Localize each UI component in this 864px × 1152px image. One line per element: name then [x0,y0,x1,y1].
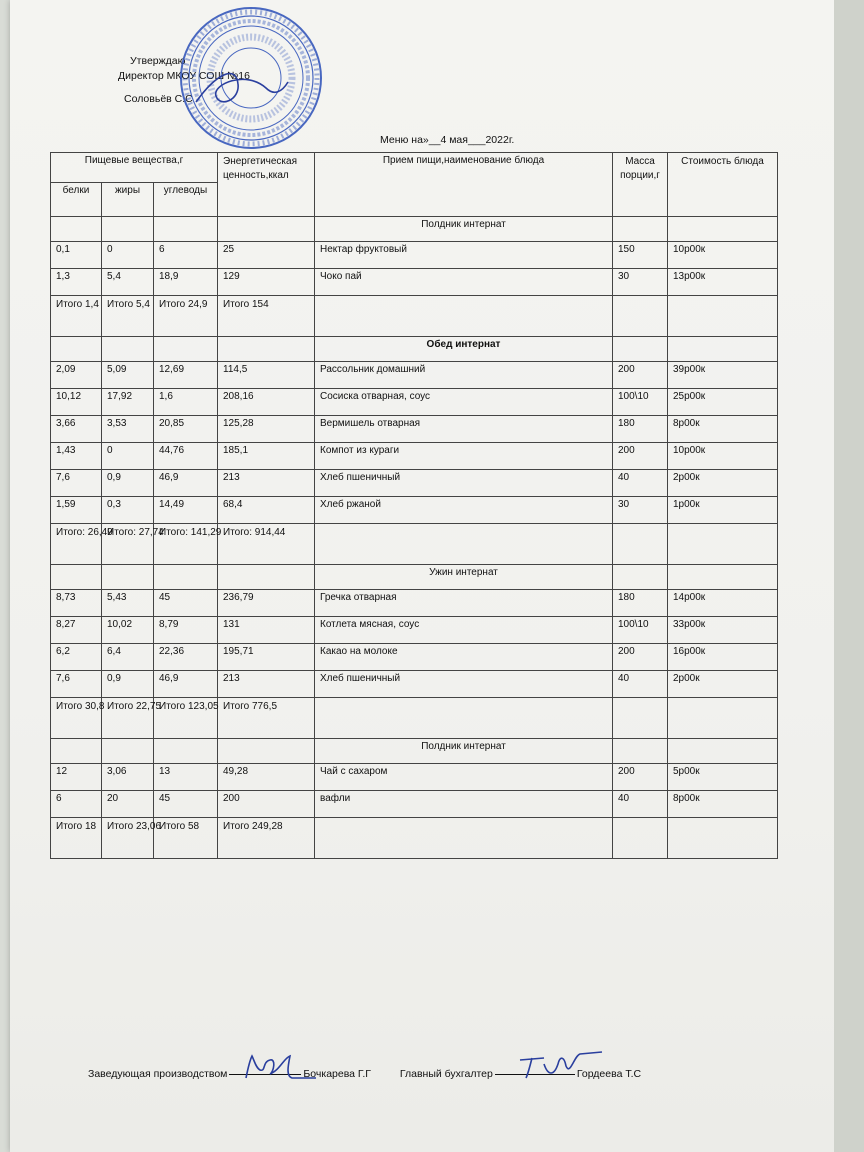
proteins-cell: 6 [51,791,102,818]
carbs-cell: 1,6 [154,389,218,416]
empty-cell [102,217,154,242]
proteins-cell: 1,59 [51,497,102,524]
energy-cell: 195,71 [218,644,315,671]
fats-cell: 0 [102,443,154,470]
empty-cell [102,565,154,590]
energy-cell: 208,16 [218,389,315,416]
empty-cell [613,818,668,859]
total-energy-cell: Итого 249,28 [218,818,315,859]
menu-table [50,152,778,859]
approval-line-approve: Утверждаю [130,55,186,67]
empty-cell [218,565,315,590]
production-head-label: Заведующая производством [88,1068,228,1080]
total-energy-cell: Итого 154 [218,296,315,337]
empty-cell [51,217,102,242]
proteins-cell: 8,27 [51,617,102,644]
dish-cost-cell: 33р00к [668,617,778,644]
fats-cell: 17,92 [102,389,154,416]
fats-cell: 0,9 [102,470,154,497]
dish-row [51,764,778,791]
section-title: Обед интернат [315,337,613,362]
header-nutrients: Пищевые вещества,г [51,153,218,183]
proteins-cell: 7,6 [51,470,102,497]
production-head-signature [240,1050,320,1084]
energy-cell: 200 [218,791,315,818]
proteins-cell: 10,12 [51,389,102,416]
dish-name-cell: вафли [315,791,613,818]
empty-cell [613,565,668,590]
dish-name-cell: Вермишель отварная [315,416,613,443]
total-row [51,818,778,859]
empty-cell [668,524,778,565]
empty-cell [51,739,102,764]
approval-line-name: Соловьёв С.С [124,93,193,105]
energy-cell: 25 [218,242,315,269]
fats-cell: 3,06 [102,764,154,791]
carbs-cell: 8,79 [154,617,218,644]
empty-cell [613,739,668,764]
total-fats-cell: Итого 22,75 [102,698,154,739]
energy-cell: 68,4 [218,497,315,524]
dish-row [51,242,778,269]
energy-cell: 236,79 [218,590,315,617]
dish-row [51,644,778,671]
empty-cell [668,818,778,859]
portion-mass-cell: 30 [613,269,668,296]
dish-cost-cell: 1р00к [668,497,778,524]
chief-accountant-name: Гордеева Т.С [576,1068,642,1080]
total-proteins-cell: Итого: 26,49 [51,524,102,565]
empty-cell [315,524,613,565]
approval-line-director: Директор МКОУ СОШ №16 [118,70,250,82]
fats-cell: 10,02 [102,617,154,644]
dish-name-cell: Сосиска отварная, соус [315,389,613,416]
energy-cell: 49,28 [218,764,315,791]
total-proteins-cell: Итого 18 [51,818,102,859]
dish-name-cell: Хлеб пшеничный [315,671,613,698]
total-carbs-cell: Итого 58 [154,818,218,859]
empty-cell [315,698,613,739]
dish-cost-cell: 13р00к [668,269,778,296]
empty-cell [154,337,218,362]
empty-cell [154,565,218,590]
proteins-cell: 2,09 [51,362,102,389]
dish-row [51,362,778,389]
proteins-cell: 7,6 [51,671,102,698]
header-meal: Прием пищи,наименование блюда [315,153,613,217]
header-proteins: белки [51,183,102,217]
header-carbs: углеводы [154,183,218,217]
empty-cell [51,337,102,362]
carbs-cell: 45 [154,791,218,818]
proteins-cell: 0,1 [51,242,102,269]
section-title: Полдник интернат [315,217,613,242]
carbs-cell: 45 [154,590,218,617]
menu-date: Меню на»__4 мая___2022г. [380,134,515,146]
empty-cell [218,217,315,242]
proteins-cell: 1,43 [51,443,102,470]
dish-row [51,791,778,818]
dish-cost-cell: 14р00к [668,590,778,617]
official-stamp [176,4,326,152]
fats-cell: 0 [102,242,154,269]
energy-cell: 114,5 [218,362,315,389]
header-fats: жиры [102,183,154,217]
dish-name-cell: Чай с сахаром [315,764,613,791]
proteins-cell: 3,66 [51,416,102,443]
carbs-cell: 12,69 [154,362,218,389]
dish-cost-cell: 16р00к [668,644,778,671]
dish-name-cell: Компот из кураги [315,443,613,470]
portion-mass-cell: 200 [613,764,668,791]
dish-name-cell: Рассольник домашний [315,362,613,389]
dish-cost-cell: 39р00к [668,362,778,389]
total-fats-cell: Итого 23,06 [102,818,154,859]
portion-mass-cell: 200 [613,362,668,389]
empty-cell [668,296,778,337]
proteins-cell: 12 [51,764,102,791]
carbs-cell: 6 [154,242,218,269]
empty-cell [613,217,668,242]
section-row [51,739,778,764]
carbs-cell: 13 [154,764,218,791]
total-proteins-cell: Итого 1,4 [51,296,102,337]
section-title: Ужин интернат [315,565,613,590]
portion-mass-cell: 180 [613,590,668,617]
total-proteins-cell: Итого 30,8 [51,698,102,739]
total-row [51,524,778,565]
dish-row [51,389,778,416]
portion-mass-cell: 40 [613,791,668,818]
dish-cost-cell: 10р00к [668,242,778,269]
dish-name-cell: Хлеб пшеничный [315,470,613,497]
portion-mass-cell: 100\10 [613,389,668,416]
total-carbs-cell: Итого 24,9 [154,296,218,337]
empty-cell [102,739,154,764]
dish-row [51,497,778,524]
portion-mass-cell: 100\10 [613,617,668,644]
energy-cell: 185,1 [218,443,315,470]
total-fats-cell: Итого 5,4 [102,296,154,337]
carbs-cell: 22,36 [154,644,218,671]
empty-cell [668,698,778,739]
energy-cell: 213 [218,671,315,698]
fats-cell: 5,09 [102,362,154,389]
dish-name-cell: Хлеб ржаной [315,497,613,524]
portion-mass-cell: 30 [613,497,668,524]
portion-mass-cell: 150 [613,242,668,269]
empty-cell [154,217,218,242]
fats-cell: 6,4 [102,644,154,671]
dish-cost-cell: 2р00к [668,671,778,698]
total-row [51,296,778,337]
proteins-cell: 1,3 [51,269,102,296]
dish-cost-cell: 25р00к [668,389,778,416]
dish-row [51,443,778,470]
energy-cell: 131 [218,617,315,644]
fats-cell: 5,43 [102,590,154,617]
dish-row [51,671,778,698]
header-mass: Масса порции,г [613,153,668,217]
background-surface [834,0,864,1152]
dish-name-cell: Чоко пай [315,269,613,296]
dish-cost-cell: 8р00к [668,791,778,818]
carbs-cell: 44,76 [154,443,218,470]
dish-cost-cell: 5р00к [668,764,778,791]
dish-row [51,590,778,617]
dish-cost-cell: 2р00к [668,470,778,497]
empty-cell [315,296,613,337]
portion-mass-cell: 40 [613,671,668,698]
empty-cell [315,818,613,859]
empty-cell [668,739,778,764]
total-energy-cell: Итого 776,5 [218,698,315,739]
section-row [51,337,778,362]
fats-cell: 3,53 [102,416,154,443]
proteins-cell: 6,2 [51,644,102,671]
menu-table-body [51,217,778,859]
total-carbs-cell: Итого 123,05 [154,698,218,739]
production-head-name: Бочкарева Г.Г [303,1068,371,1080]
empty-cell [668,217,778,242]
fats-cell: 20 [102,791,154,818]
dish-row [51,470,778,497]
dish-name-cell: Котлета мясная, соус [315,617,613,644]
carbs-cell: 20,85 [154,416,218,443]
energy-cell: 129 [218,269,315,296]
dish-name-cell: Гречка отварная [315,590,613,617]
section-row [51,217,778,242]
fats-cell: 5,4 [102,269,154,296]
dish-row [51,416,778,443]
empty-cell [668,337,778,362]
energy-cell: 125,28 [218,416,315,443]
section-title: Полдник интернат [315,739,613,764]
empty-cell [218,739,315,764]
proteins-cell: 8,73 [51,590,102,617]
dish-name-cell: Какао на молоке [315,644,613,671]
carbs-cell: 46,9 [154,470,218,497]
total-row [51,698,778,739]
dish-name-cell: Нектар фруктовый [315,242,613,269]
fats-cell: 0,9 [102,671,154,698]
portion-mass-cell: 40 [613,470,668,497]
empty-cell [613,337,668,362]
dish-cost-cell: 10р00к [668,443,778,470]
empty-cell [668,565,778,590]
empty-cell [218,337,315,362]
energy-cell: 213 [218,470,315,497]
empty-cell [154,739,218,764]
chief-accountant-signature [514,1046,604,1082]
carbs-cell: 46,9 [154,671,218,698]
portion-mass-cell: 200 [613,644,668,671]
section-row [51,565,778,590]
empty-cell [102,337,154,362]
carbs-cell: 14,49 [154,497,218,524]
empty-cell [613,296,668,337]
dish-row [51,617,778,644]
empty-cell [51,565,102,590]
header-cost: Стоимость блюда [668,153,778,217]
chief-accountant-label: Главный бухгалтер [399,1068,493,1080]
carbs-cell: 18,9 [154,269,218,296]
portion-mass-cell: 200 [613,443,668,470]
portion-mass-cell: 180 [613,416,668,443]
header-energy: Энергетическая ценность,ккал [218,153,315,217]
total-energy-cell: Итого: 914,44 [218,524,315,565]
total-fats-cell: Итого: 27,74 [102,524,154,565]
total-carbs-cell: Итого: 141,29 [154,524,218,565]
empty-cell [613,698,668,739]
dish-cost-cell: 8р00к [668,416,778,443]
dish-row [51,269,778,296]
fats-cell: 0,3 [102,497,154,524]
empty-cell [613,524,668,565]
